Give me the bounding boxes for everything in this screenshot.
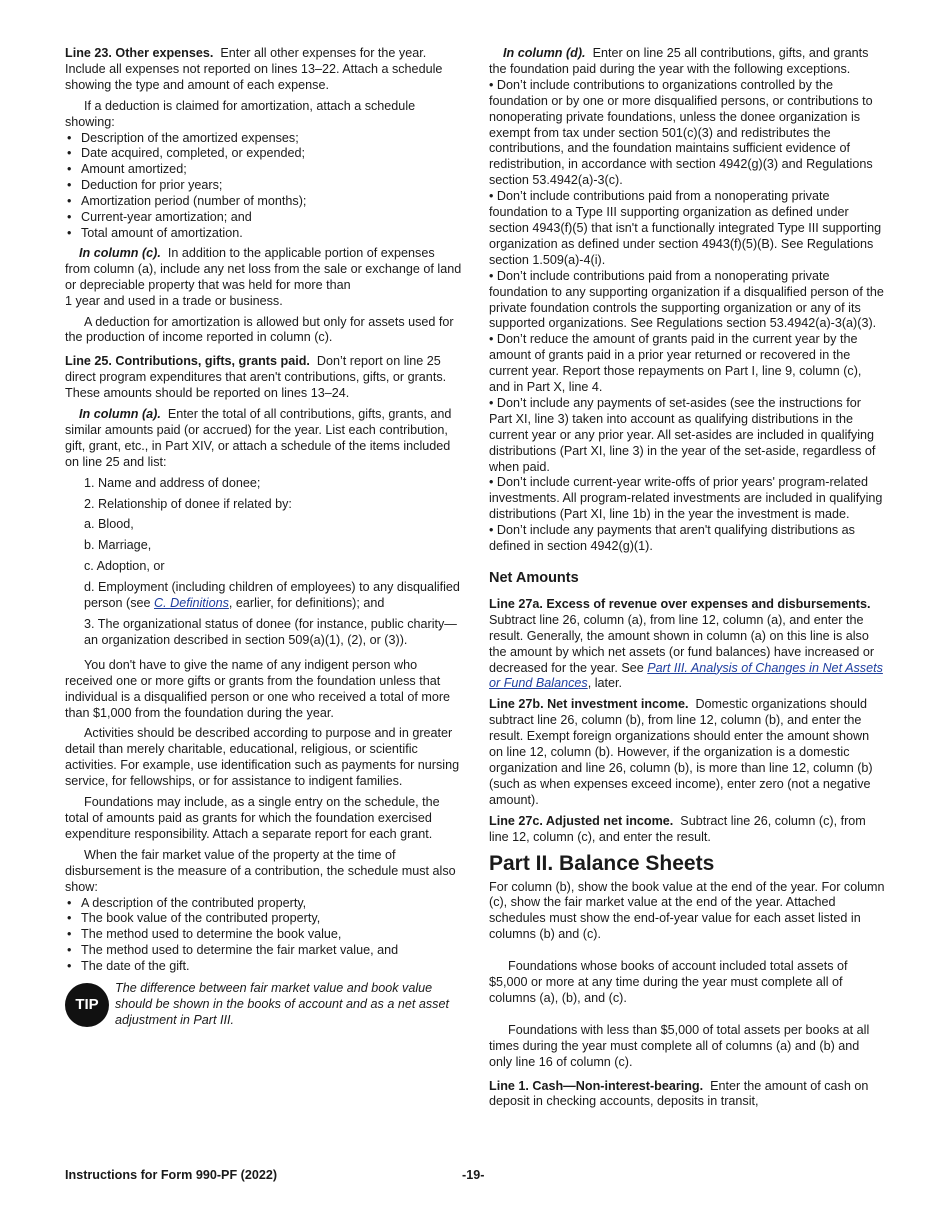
bullet-icon: •: [489, 77, 497, 92]
fair-market-value-list: [65, 896, 462, 976]
column-a-label: In column (a).: [79, 407, 161, 422]
list-item: • Description of the amortized expenses;: [65, 131, 462, 147]
exception-item: • Don’t include any payments of set-asides (see the instructions for Part XI, line 3) taken into account as qualifying distributions in the current year or any prior year. All set-asides are included in qualifying distributions (Part XI, line 3) in the year of the set-aside, regardless of when paid.: [489, 395, 876, 474]
donee-list-item: c. Adoption, or: [84, 559, 165, 574]
amortization-intro: If a deduction is claimed for amortization, attach a schedule showing:: [65, 98, 416, 129]
line25-heading: Line 25. Contributions, gifts, grants paid.: [65, 354, 310, 369]
column-d-label: In column (d).: [503, 46, 586, 60]
part2-intro: For column (b), show the book value at the end of the year. For column (c), show the fair market value at the end of the year. Attached schedules must show the end-of-year value for each asset listed in columns (b) and (c).: [489, 879, 885, 942]
list-item: • Total amount of amortization.: [65, 226, 462, 242]
line23-heading: Line 23. Other expenses.: [65, 46, 214, 60]
exception-item: • Don’t include contributions paid from a nonoperating private foundation to a Type III supporting organization as defined under section 4943(f)(5) that isn't a functionally integrated Type III supporting organization as defined under section 4943(f)(5)(B). See Regulations section 1.509(a)-4(i).: [489, 189, 882, 267]
bullet-icon: •: [489, 523, 497, 538]
column-c-label: In column (c).: [79, 245, 161, 260]
list-item: • Amount amortized;: [65, 162, 462, 178]
footer-form-title: Instructions for Form 990-PF (2022): [65, 1168, 278, 1182]
line25-paragraph: Line 25. Contributions, gifts, grants paid. Don’t report on line 25 direct program expenditures that aren't contributions, gifts, or grants. These amounts should be reported on lines 13–24.: [65, 354, 447, 401]
list-item: • Current-year amortization; and: [65, 210, 462, 226]
donee-info-list: [65, 476, 462, 576]
bullet-icon: •: [489, 332, 497, 347]
line23-paragraph: Line 23. Other expenses. Enter all other expenses for the year. Include all expenses not reported on lines 13–22. Attach a schedule showing the type and amount of each expense.: [65, 46, 443, 92]
exception-item: • Don’t include contributions to organizations controlled by the foundation or by one or more disqualified persons, or contributions to nonoperating private foundations, unless the donee organization is exempt from tax under section 501(c)(3) and redistributes the contributions, and the foundation maintains sufficient evidence of redistribution, in accordance with section 4942(g)(3) and Regulations section 53.4942(a)-3(c).: [489, 77, 873, 188]
list-item: • Deduction for prior years;: [65, 178, 462, 194]
line27b-paragraph: Line 27b. Net investment income. Domestic organizations should subtract line 26, column (b), from line 12, column (b), and enter the result. Exempt foreign organizations should enter the amount shown on line 12, column (b). However, if the organization is a domestic organization and line 26, column (b), is more than line 12, column (b) (such as when expenses exceed income), enter zero (not a negative amount).: [489, 697, 873, 807]
exception-item: • Don’t include current-year write-offs of prior years' program-related investments. All program-related investments are included in qualifying distributions (Part XI, line 1b) in the year the investment is made.: [489, 475, 883, 522]
column-a-paragraph: In column (a). Enter the total of all contributions, gifts, grants, and similar amounts paid (or accrued) for the year. List each contribution, gift, grant, etc., in Part XIV, or attach a schedule of the items included on line 25 and list:: [65, 407, 452, 469]
donee-item-3: 3. The organizational status of donee (for instance, public charity—an organization described in section 509(a)(1), (2), or (3)).: [84, 617, 457, 647]
bullet-icon: •: [489, 268, 497, 283]
exceptions-list: [489, 78, 885, 555]
line1-heading: Line 1. Cash—Non-interest-bearing.: [489, 1078, 704, 1093]
donee-list-item: b. Marriage,: [84, 538, 152, 553]
left-column: [65, 46, 462, 1031]
tip-box: [65, 981, 462, 1031]
line1-paragraph: Line 1. Cash—Non-interest-bearing. Enter the amount of cash on deposit in checking accounts, deposits in transit,: [489, 1078, 869, 1109]
list-item: • A description of the contributed property,: [65, 896, 462, 912]
column-c-continuation: 1 year and used in a trade or business.: [65, 293, 283, 308]
bullet-icon: •: [489, 189, 497, 204]
list-item: • The date of the gift.: [65, 959, 462, 975]
definitions-link[interactable]: C. Definitions: [154, 596, 229, 611]
donee-list-item: 1. Name and address of donee;: [84, 475, 261, 490]
donee-list-item: 2. Relationship of donee if related by:: [84, 496, 292, 511]
line27c-paragraph: Line 27c. Adjusted net income. Subtract line 26, column (c), from line 12, column (c), and enter the result.: [489, 813, 866, 844]
exception-item: • Don’t include any payments that aren't qualifying distributions as defined in section 4942(g)(1).: [489, 523, 855, 554]
donee-list-item: a. Blood,: [84, 517, 134, 532]
list-item: • Date acquired, completed, or expended;: [65, 146, 462, 162]
list-item: • Amortization period (number of months);: [65, 194, 462, 210]
exception-item: • Don’t include contributions paid from a nonoperating private foundation to any supporting organization if a disqualified person of the private foundation controls the supporting organization or any of its supported organizations. See Regulations section 53.4942(a)-3(a)(3).: [489, 268, 884, 331]
tip-icon: TIP: [65, 983, 109, 1027]
amortization-list: [65, 131, 462, 242]
list-item: • The book value of the contributed property,: [65, 911, 462, 927]
part2-small-foundations: Foundations with less than $5,000 of total assets per books at all times during the year must complete all of columns (a) and (b) and only line 16 of column (c).: [489, 1022, 870, 1069]
activities-paragraph: Activities should be described according to purpose and in greater detail than merely charitable, educational, religious, or scientific activities. For example, use identification such as payments for nursing service, for fellowships, or for assistance to indigent families.: [65, 726, 460, 789]
foundations-paragraph: Foundations may include, as a single entry on the schedule, the total of amounts paid as grants for which the foundation exercised expenditure responsibility. Attach a separate report for each grant.: [65, 795, 440, 841]
donee-item-d: d. Employment (including children of employees) to any disqualified person (see C. Definitions, earlier, for definitions); and: [84, 580, 460, 611]
footer-page-number: -19-: [462, 1168, 485, 1182]
part2-heading: Part II. Balance Sheets: [489, 851, 715, 875]
column-d-paragraph: In column (d). Enter on line 25 all contributions, gifts, and grants the foundation paid during the year with the following exceptions.: [489, 46, 869, 76]
part3-link[interactable]: Part III. Analysis of Changes in Net Assets or Fund Balances: [489, 660, 883, 691]
list-item: • The method used to determine the book value,: [65, 927, 462, 943]
part2-large-foundations: Foundations whose books of account included total assets of $5,000 or more at any time during the year must complete all of columns (a), (b), and (c).: [489, 959, 848, 1005]
bullet-icon: •: [489, 395, 497, 410]
column-c-paragraph: In column (c). In addition to the applicable portion of expenses from column (a), include any net loss from the sale or exchange of land or depreciable property that was held for more than: [65, 245, 462, 292]
fair-market-value-paragraph: When the fair market value of the property at the time of disbursement is the measure of a contribution, the schedule must also show:: [65, 847, 456, 894]
list-item: • The method used to determine the fair market value, and: [65, 943, 462, 959]
bullet-icon: •: [489, 475, 497, 490]
right-column: [489, 46, 885, 1115]
tip-text: The difference between fair market value and book value should be shown in the books of account and as a net asset adjustment in Part III.: [115, 981, 449, 1027]
net-amounts-heading: Net Amounts: [489, 570, 579, 586]
amortization-note: A deduction for amortization is allowed but only for assets used for the production of income reported in column (c).: [65, 314, 454, 345]
line27a-paragraph: Line 27a. Excess of revenue over expenses and disbursements. Subtract line 26, column (a), from line 12, column (a), and enter the result. Generally, the amount shown in column (a) on this line is also the amount by which net assets (or fund balances) have increased or decreased for the year. See Part III. Analysis of Changes in Net Assets or Fund Balances, later.: [489, 596, 883, 691]
line27c-heading: Line 27c. Adjusted net income.: [489, 813, 674, 828]
exception-item: • Don’t reduce the amount of grants paid in the current year by the amount of grants paid in a prior year returned or recovered in the current year. Report those repayments on Part I, line 9, column (c), and in Part X, line 4.: [489, 332, 862, 395]
line27a-heading: Line 27a. Excess of revenue over expenses and disbursements.: [489, 596, 871, 611]
indigent-paragraph: You don't have to give the name of any indigent person who received one or more gifts or grants from the foundation unless that individual is a disqualified person or one who received a total of more than $1,000 from the foundation during the year.: [65, 657, 451, 720]
line27b-heading: Line 27b. Net investment income.: [489, 697, 689, 712]
